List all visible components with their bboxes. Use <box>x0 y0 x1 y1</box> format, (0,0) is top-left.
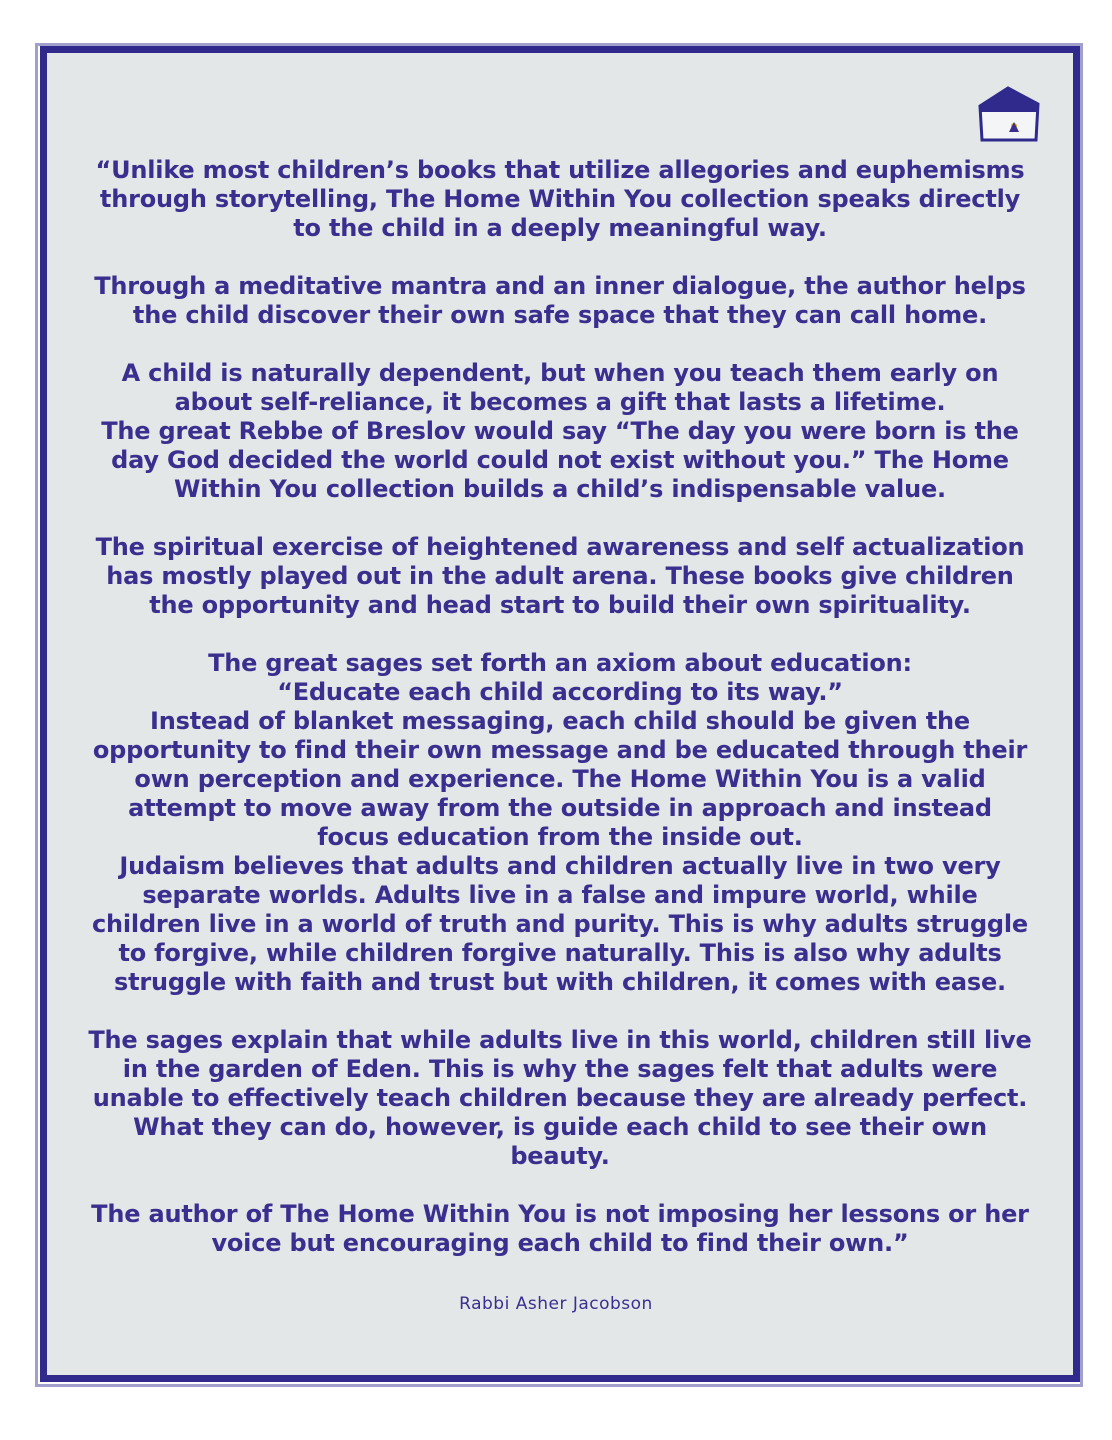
text-line: The great Rebbe of Breslov would say “The day you were born is the <box>101 417 1019 445</box>
text-line: struggle with faith and trust but with children, it comes with ease. <box>114 968 1006 996</box>
text-line: “Educate each child according to its way.” <box>277 678 843 706</box>
paragraph <box>60 272 1060 330</box>
paragraph <box>60 156 1060 243</box>
text-line: The spiritual exercise of heightened awareness and self actualization <box>95 533 1025 561</box>
paragraph <box>60 1200 1060 1258</box>
text-line: The sages explain that while adults live in this world, children still live <box>88 1026 1032 1054</box>
quote-body <box>60 156 1060 1287</box>
paragraph <box>60 649 1060 997</box>
text-line: What they can do, however, is guide each child to see their own <box>133 1113 987 1141</box>
text-line: has mostly played out in the adult arena. These books give children <box>106 562 1014 590</box>
text-line: focus education from the inside out. <box>317 823 803 851</box>
text-line: Within You collection builds a child’s indispensable value. <box>174 475 946 503</box>
text-line: Through a meditative mantra and an inner dialogue, the author helps <box>94 272 1026 300</box>
text-line: unable to effectively teach children because they are already perfect. <box>92 1084 1028 1112</box>
text-line: attempt to move away from the outside in approach and instead <box>128 794 992 822</box>
text-line: through storytelling, The Home Within You collection speaks directly <box>99 185 1021 213</box>
paragraph <box>60 359 1060 504</box>
text-line: about self-reliance, it becomes a gift that lasts a lifetime. <box>174 388 946 416</box>
text-line: own perception and experience. The Home Within You is a valid <box>134 765 986 793</box>
text-line: the opportunity and head start to build their own spirituality. <box>149 591 971 619</box>
text-line: The author of The Home Within You is not imposing her lessons or her <box>91 1200 1029 1228</box>
text-line: children live in a world of truth and purity. This is why adults struggle <box>91 910 1029 938</box>
paragraph <box>60 1026 1060 1171</box>
text-line: in the garden of Eden. This is why the sages felt that adults were <box>122 1055 998 1083</box>
text-line: A child is naturally dependent, but when you teach them early on <box>121 359 999 387</box>
text-line: separate worlds. Adults live in a false and impure world, while <box>142 881 978 909</box>
text-line: to the child in a deeply meaningful way. <box>293 214 827 242</box>
text-line: voice but encouraging each child to find their own.” <box>211 1229 909 1257</box>
text-line: The great sages set forth an axiom about education: <box>208 649 912 677</box>
text-line: beauty. <box>510 1142 610 1170</box>
text-line: the child discover their own safe space that they can call home. <box>132 301 988 329</box>
paragraph <box>60 533 1060 620</box>
text-line: opportunity to find their own message and be educated through their <box>92 736 1028 764</box>
text-line: Instead of blanket messaging, each child should be given the <box>150 707 970 735</box>
text-line: “Unlike most children’s books that utilize allegories and euphemisms <box>95 156 1025 184</box>
house-icon <box>976 84 1042 144</box>
text-line: to forgive, while children forgive naturally. This is also why adults <box>118 939 1002 967</box>
text-line: day God decided the world could not exist without you.” The Home <box>111 446 1009 474</box>
text-line: Judaism believes that adults and children actually live in two very <box>119 852 1001 880</box>
signature: Rabbi Asher Jacobson <box>459 1294 653 1314</box>
